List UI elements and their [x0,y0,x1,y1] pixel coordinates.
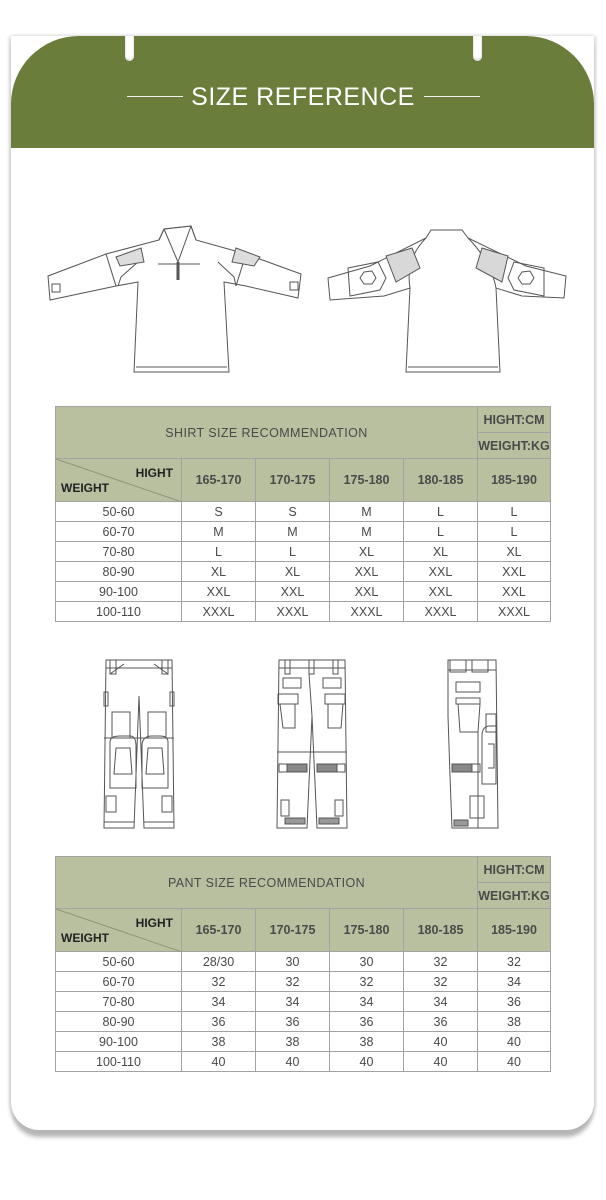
pants-back-drawing [275,656,349,830]
weight-cell: 80-90 [56,562,182,582]
size-cell: XXL [478,582,551,602]
size-cell: M [330,522,404,542]
size-cell: 36 [404,1012,478,1032]
size-cell: 40 [478,1032,551,1052]
hanger-notch-right [473,36,482,61]
height-unit-label: HIGHT:CM [478,407,551,433]
size-cell: XL [256,562,330,582]
size-cell: 36 [256,1012,330,1032]
column-header: 170-175 [256,459,330,502]
table-row [56,1052,551,1072]
size-cell: M [330,502,404,522]
size-cell: XXL [404,582,478,602]
weight-cell: 60-70 [56,972,182,992]
size-cell: 38 [182,1032,256,1052]
weight-cell: 90-100 [56,582,182,602]
size-cell: 32 [404,972,478,992]
size-cell: 38 [478,1012,551,1032]
size-cell: L [478,502,551,522]
size-cell: 36 [478,992,551,1012]
weight-cell: 50-60 [56,952,182,972]
shirt-back-drawing [326,226,568,378]
hanger-notch-left [125,36,134,61]
size-cell: L [478,522,551,542]
size-cell: XL [404,542,478,562]
size-cell: XXL [330,582,404,602]
table-row [56,502,551,522]
weight-cell: 90-100 [56,1032,182,1052]
shirt-front-drawing [46,222,304,384]
weight-cell: 70-80 [56,992,182,1012]
shirt-table-body [56,502,551,622]
column-header: 175-180 [330,909,404,952]
size-cell: XXXL [182,602,256,622]
size-cell: 38 [256,1032,330,1052]
size-cell: 40 [404,1032,478,1052]
size-cell: XXL [404,562,478,582]
table-row [56,992,551,1012]
title-divider-right [424,96,480,97]
size-cell: 38 [330,1032,404,1052]
size-cell: 40 [404,1052,478,1072]
size-cell: 34 [256,992,330,1012]
table-row [56,952,551,972]
weight-cell: 80-90 [56,1012,182,1032]
size-cell: XXL [256,582,330,602]
pant-size-table [55,856,551,1072]
shirt-size-table [55,406,551,622]
size-cell: XXXL [330,602,404,622]
size-cell: 36 [330,1012,404,1032]
size-cell: XXXL [478,602,551,622]
size-cell: 40 [182,1052,256,1072]
corner-height-label: HIGHT [135,466,173,480]
table-row [56,1032,551,1052]
weight-cell: 60-70 [56,522,182,542]
size-cell: 34 [330,992,404,1012]
size-cell: 34 [182,992,256,1012]
size-cell: 28/30 [182,952,256,972]
size-cell: 36 [182,1012,256,1032]
pant-table-body [56,952,551,1072]
weight-cell: 100-110 [56,1052,182,1072]
size-cell: 30 [330,952,404,972]
column-header: 180-185 [404,909,478,952]
pant-table-title: PANT SIZE RECOMMENDATION [56,857,478,909]
corner-height-label: HIGHT [135,916,173,930]
size-cell: 40 [330,1052,404,1072]
weight-unit-label: WEIGHT:KG [478,433,551,459]
table-row [56,1012,551,1032]
size-cell: XXL [330,562,404,582]
table-row [56,542,551,562]
column-header: 165-170 [182,459,256,502]
size-cell: XL [182,562,256,582]
size-cell: 32 [182,972,256,992]
size-cell: M [256,522,330,542]
table-row [56,522,551,542]
weight-unit-label: WEIGHT:KG [478,883,551,909]
table-row [56,562,551,582]
size-cell: L [404,502,478,522]
size-cell: 32 [404,952,478,972]
size-cell: XXXL [256,602,330,622]
size-cell: XXXL [404,602,478,622]
size-cell: 40 [256,1052,330,1072]
column-header: 165-170 [182,909,256,952]
size-cell: L [256,542,330,562]
column-header: 185-190 [478,459,551,502]
size-cell: 34 [404,992,478,1012]
size-cell: 32 [330,972,404,992]
size-cell: S [182,502,256,522]
corner-header [56,459,182,502]
size-cell: M [182,522,256,542]
table-row [56,972,551,992]
size-cell: 32 [256,972,330,992]
size-cell: S [256,502,330,522]
size-cell: 32 [478,952,551,972]
corner-weight-label: WEIGHT [61,481,109,495]
table-row [56,602,551,622]
size-cell: XXL [478,562,551,582]
size-cell: XXL [182,582,256,602]
size-cell: 40 [478,1052,551,1072]
page-title: SIZE REFERENCE [191,83,415,111]
column-header: 175-180 [330,459,404,502]
pants-front-drawing [102,656,176,830]
size-cell: XL [478,542,551,562]
size-cell: L [404,522,478,542]
pants-side-drawing [444,656,502,830]
size-cell: XL [330,542,404,562]
weight-cell: 50-60 [56,502,182,522]
shirt-table-title: SHIRT SIZE RECOMMENDATION [56,407,478,459]
weight-cell: 70-80 [56,542,182,562]
size-cell: L [182,542,256,562]
column-header: 185-190 [478,909,551,952]
column-header: 180-185 [404,459,478,502]
column-header: 170-175 [256,909,330,952]
size-cell: 34 [478,972,551,992]
height-unit-label: HIGHT:CM [478,857,551,883]
size-cell: 30 [256,952,330,972]
weight-cell: 100-110 [56,602,182,622]
corner-header [56,909,182,952]
table-row [56,582,551,602]
corner-weight-label: WEIGHT [61,931,109,945]
